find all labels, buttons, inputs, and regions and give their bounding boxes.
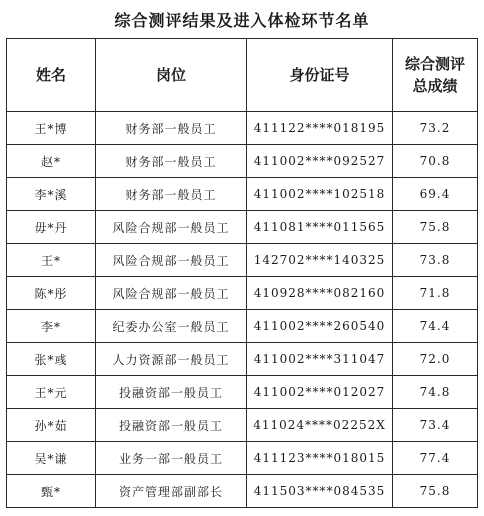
table-row	[7, 343, 478, 376]
header-post: 岗位	[96, 39, 247, 112]
cell-id: 411024****02252X	[247, 409, 393, 442]
cell-name: 陈*彤	[7, 277, 96, 310]
table-row	[7, 244, 478, 277]
cell-name: 王*博	[7, 112, 96, 145]
cell-name: 李*溪	[7, 178, 96, 211]
table-row	[7, 145, 478, 178]
cell-name: 孙*茹	[7, 409, 96, 442]
cell-id: 411122****018195	[247, 112, 393, 145]
table-row	[7, 376, 478, 409]
table-row	[7, 112, 478, 145]
cell-id: 142702****140325	[247, 244, 393, 277]
table-row	[7, 310, 478, 343]
table-row	[7, 409, 478, 442]
cell-id: 411123****018015	[247, 442, 393, 475]
table-row	[7, 277, 478, 310]
header-score-line2: 总成绩	[412, 77, 458, 95]
cell-id: 411503****084535	[247, 475, 393, 508]
cell-score: 75.8	[393, 475, 478, 508]
cell-score: 73.2	[393, 112, 478, 145]
cell-name: 赵*	[7, 145, 96, 178]
cell-id: 410928****082160	[247, 277, 393, 310]
cell-score: 74.8	[393, 376, 478, 409]
cell-id: 411002****102518	[247, 178, 393, 211]
header-id: 身份证号	[247, 39, 393, 112]
header-name: 姓名	[7, 39, 96, 112]
cell-name: 王*	[7, 244, 96, 277]
cell-score: 71.8	[393, 277, 478, 310]
cell-post: 投融资部一般员工	[96, 409, 247, 442]
header-score-line1: 综合测评	[404, 55, 465, 73]
cell-post: 风险合规部一般员工	[96, 244, 247, 277]
cell-post: 风险合规部一般员工	[96, 211, 247, 244]
cell-post: 财务部一般员工	[96, 178, 247, 211]
cell-id: 411081****011565	[247, 211, 393, 244]
header-score	[393, 39, 478, 112]
cell-post: 风险合规部一般员工	[96, 277, 247, 310]
results-table	[6, 38, 478, 508]
cell-name: 毋*丹	[7, 211, 96, 244]
cell-post: 投融资部一般员工	[96, 376, 247, 409]
table-row	[7, 475, 478, 508]
cell-score: 74.4	[393, 310, 478, 343]
cell-name: 甄*	[7, 475, 96, 508]
cell-post: 人力资源部一般员工	[96, 343, 247, 376]
cell-name: 李*	[7, 310, 96, 343]
cell-post: 财务部一般员工	[96, 112, 247, 145]
cell-name: 张*彧	[7, 343, 96, 376]
cell-name: 王*元	[7, 376, 96, 409]
cell-post: 纪委办公室一般员工	[96, 310, 247, 343]
cell-id: 411002****092527	[247, 145, 393, 178]
cell-score: 77.4	[393, 442, 478, 475]
table-row	[7, 178, 478, 211]
cell-score: 69.4	[393, 178, 478, 211]
cell-score: 73.8	[393, 244, 478, 277]
cell-score: 73.4	[393, 409, 478, 442]
cell-score: 72.0	[393, 343, 478, 376]
cell-id: 411002****311047	[247, 343, 393, 376]
cell-id: 411002****012027	[247, 376, 393, 409]
table-header-row	[7, 39, 478, 112]
cell-name: 吴*谦	[7, 442, 96, 475]
cell-id: 411002****260540	[247, 310, 393, 343]
cell-post: 资产管理部副部长	[96, 475, 247, 508]
cell-score: 75.8	[393, 211, 478, 244]
table-row	[7, 442, 478, 475]
cell-post: 财务部一般员工	[96, 145, 247, 178]
cell-post: 业务一部一般员工	[96, 442, 247, 475]
cell-score: 70.8	[393, 145, 478, 178]
table-row	[7, 211, 478, 244]
document-title: 综合测评结果及进入体检环节名单	[114, 11, 370, 30]
